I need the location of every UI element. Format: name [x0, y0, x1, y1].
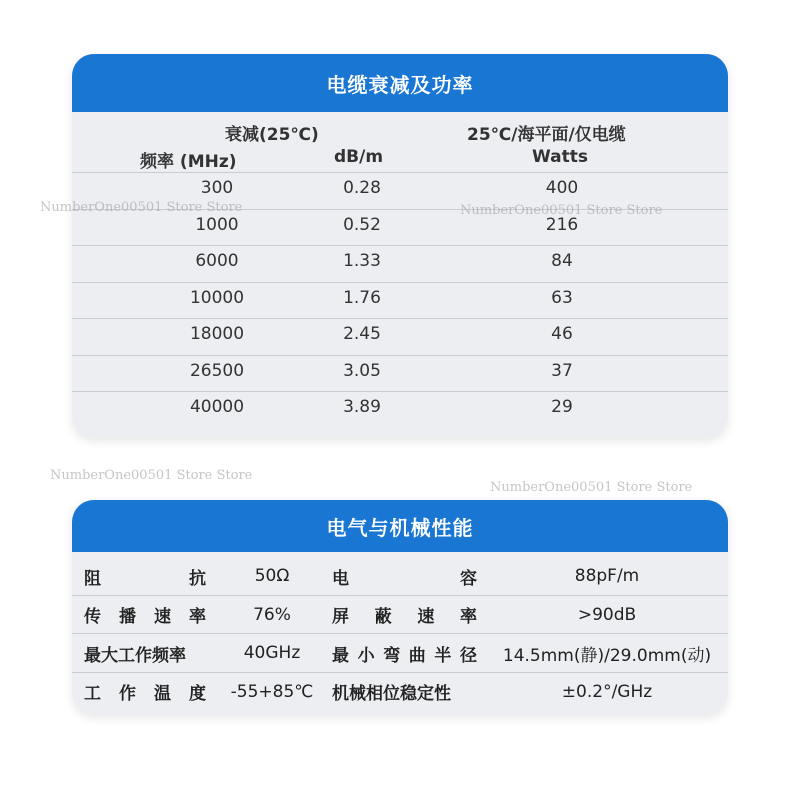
db-cell: 0.52 — [343, 214, 381, 235]
property-label: 机械相位稳定性 — [332, 684, 451, 704]
freq-cell: 1000 — [195, 214, 239, 235]
row-divider — [72, 595, 728, 596]
watts-cell: 216 — [545, 214, 579, 235]
properties-card — [72, 500, 728, 715]
watermark-text: NumberOne00501 Store Store — [40, 200, 243, 215]
freq-cell: 18000 — [189, 324, 245, 344]
db-cell: 3.05 — [343, 360, 381, 381]
row-divider — [72, 318, 728, 319]
db-cell: 1.76 — [343, 287, 381, 308]
power-group-header: 25℃/海平面/仅电缆 — [467, 125, 626, 145]
watts-cell: 63 — [551, 287, 573, 308]
watts-cell: 84 — [551, 251, 573, 271]
property-value: -55+85℃ — [230, 681, 314, 702]
property-row — [72, 558, 728, 594]
property-label — [84, 602, 206, 627]
freq-cell: 40000 — [189, 397, 245, 417]
attenuation-table — [72, 112, 728, 438]
watermark-text: NumberOne00501 Store Store — [50, 468, 253, 483]
watts-cell: 29 — [551, 397, 573, 417]
freq-cell: 6000 — [195, 251, 239, 271]
freq-cell: 300 — [200, 178, 234, 198]
freq-cell: 10000 — [189, 287, 245, 308]
db-cell: 3.89 — [343, 397, 381, 417]
watts-cell: 400 — [545, 178, 579, 198]
property-label — [332, 641, 477, 666]
property-value: >90dB — [577, 604, 637, 625]
db-cell: 1.33 — [343, 251, 381, 271]
property-label — [332, 564, 477, 589]
attenuation-title: 电缆衰减及功率 — [72, 54, 728, 112]
property-label-text: 工 作 温 度 — [84, 684, 206, 704]
row-divider — [72, 391, 728, 392]
row-divider — [72, 172, 728, 173]
property-value: 76% — [253, 604, 291, 625]
property-label — [332, 602, 477, 627]
property-value: 40GHz — [243, 643, 301, 663]
freq-header: 频率 (MHz) — [140, 152, 237, 172]
atten-group-header: 衰减(25℃) — [225, 125, 319, 145]
watts-header: Watts — [532, 147, 588, 167]
property-label — [84, 564, 206, 589]
property-label — [84, 679, 206, 704]
properties-table — [72, 552, 728, 715]
row-divider — [72, 672, 728, 673]
db-cell: 2.45 — [343, 324, 381, 344]
property-value: 88pF/m — [574, 566, 640, 586]
property-label-text: 电 容 — [332, 568, 477, 589]
row-divider — [72, 355, 728, 356]
property-label-text: 最 小 弯 曲 半 径 — [332, 645, 477, 666]
property-label-text: 阻 抗 — [84, 568, 206, 589]
watts-cell: 46 — [551, 324, 573, 344]
property-row — [72, 597, 728, 633]
watermark-text: NumberOne00501 Store Store — [490, 480, 693, 495]
freq-cell: 26500 — [189, 360, 245, 381]
row-divider — [72, 245, 728, 246]
property-row — [72, 674, 728, 710]
property-label-text: 屏 蔽 速 率 — [332, 607, 477, 627]
property-label-text: 传 播 速 率 — [84, 607, 206, 627]
property-label: 最大工作频率 — [84, 645, 186, 666]
db-header: dB/m — [334, 147, 384, 167]
property-value: 14.5mm(静)/29.0mm(动) — [502, 645, 712, 666]
property-value: 50Ω — [254, 566, 290, 586]
property-row — [72, 635, 728, 671]
row-divider — [72, 282, 728, 283]
attenuation-card — [72, 54, 728, 438]
properties-title: 电气与机械性能 — [72, 500, 728, 552]
watts-cell: 37 — [551, 360, 573, 381]
db-cell: 0.28 — [343, 178, 381, 198]
property-value: ±0.2°/GHz — [561, 681, 653, 702]
row-divider — [72, 633, 728, 634]
watermark-text: NumberOne00501 Store Store — [460, 203, 663, 218]
